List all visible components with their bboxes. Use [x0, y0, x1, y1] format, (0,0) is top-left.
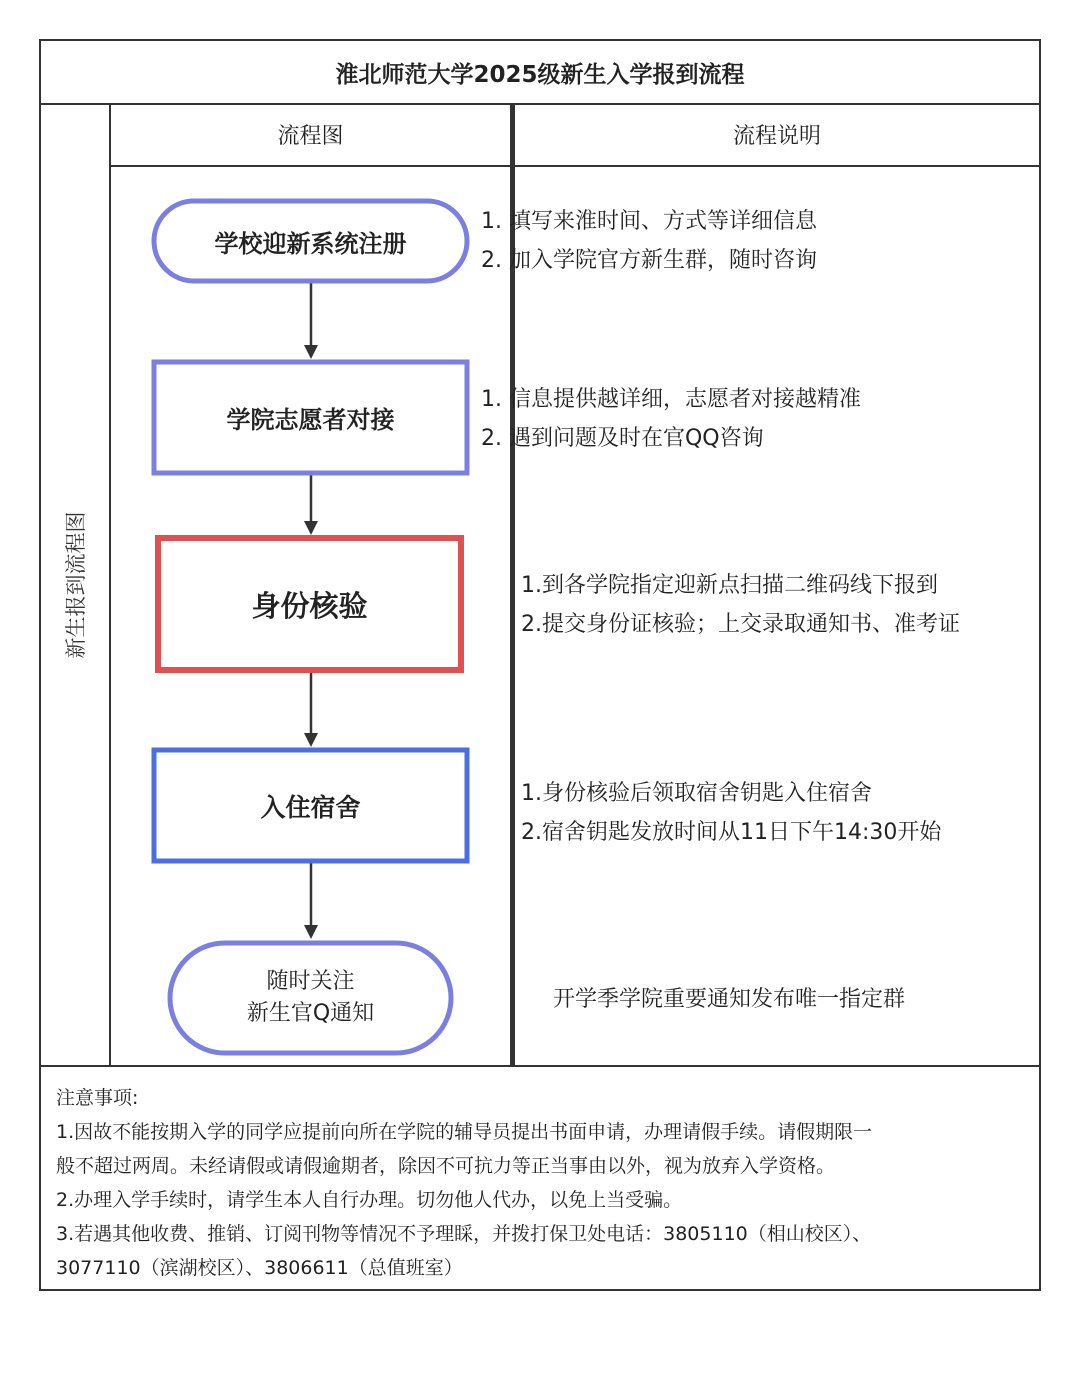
- desc-line: 1.到各学院指定迎新点扫描二维码线下报到: [521, 573, 938, 598]
- node-label-follow-line: 新生官Q通知: [246, 1001, 375, 1026]
- header-description: 流程说明: [515, 103, 1039, 167]
- notes-line: 3077110（滨湖校区）、3806611（总值班室）: [56, 1257, 463, 1279]
- node-label-follow-line: 随时关注: [266, 969, 355, 994]
- desc-line: 开学季学院重要通知发布唯一指定群: [553, 987, 906, 1012]
- node-label-volunteer: 学院志愿者对接: [226, 406, 395, 434]
- page-title: 淮北师范大学2025级新生入学报到流程: [41, 41, 1039, 105]
- header-flowchart: 流程图: [111, 103, 510, 167]
- notes-line: 1.因故不能按期入学的同学应提前向所在学院的辅导员提出书面申请，办理请假手续。请假期限一: [56, 1121, 873, 1143]
- step-5-description: [553, 980, 905, 1019]
- node-label-registration: 学校迎新系统注册: [214, 229, 407, 258]
- step-3-description: [521, 566, 960, 644]
- node-label-dormitory: 入住宿舍: [260, 792, 361, 822]
- desc-line: 2. 遇到问题及时在官QQ咨询: [481, 426, 764, 451]
- side-label: 新生报到流程图: [64, 511, 88, 659]
- desc-line: 2.宿舍钥匙发放时间从11日下午14:30开始: [521, 820, 942, 845]
- notes-line: 2.办理入学手续时，请学生本人自行办理。切勿他人代办，以免上当受骗。: [56, 1189, 683, 1211]
- desc-line: 1.身份核验后领取宿舍钥匙入住宿舍: [521, 781, 872, 806]
- desc-line: 2.提交身份证核验；上交录取通知书、准考证: [521, 612, 960, 637]
- node-label-follow: [170, 943, 451, 1053]
- desc-line: 1. 填写来淮时间、方式等详细信息: [481, 209, 817, 234]
- notes-line: 般不超过两周。未经请假或请假逾期者，除因不可抗力等正当事由以外，视为放弃入学资格。: [56, 1155, 836, 1177]
- node-label-verification: 身份核验: [251, 588, 368, 623]
- desc-line: 1. 信息提供越详细，志愿者对接越精准: [481, 387, 861, 412]
- notes-title: 注意事项:: [56, 1087, 139, 1109]
- step-4-description: [521, 774, 941, 852]
- step-1-description: [481, 202, 817, 280]
- desc-line: 2. 加入学院官方新生群，随时咨询: [481, 248, 817, 273]
- notes-line: 3.若遇其他收费、推销、订阅刊物等情况不予理睬，并拨打保卫处电话：3805110（相山校区）、: [56, 1223, 872, 1245]
- step-2-description: [481, 380, 861, 458]
